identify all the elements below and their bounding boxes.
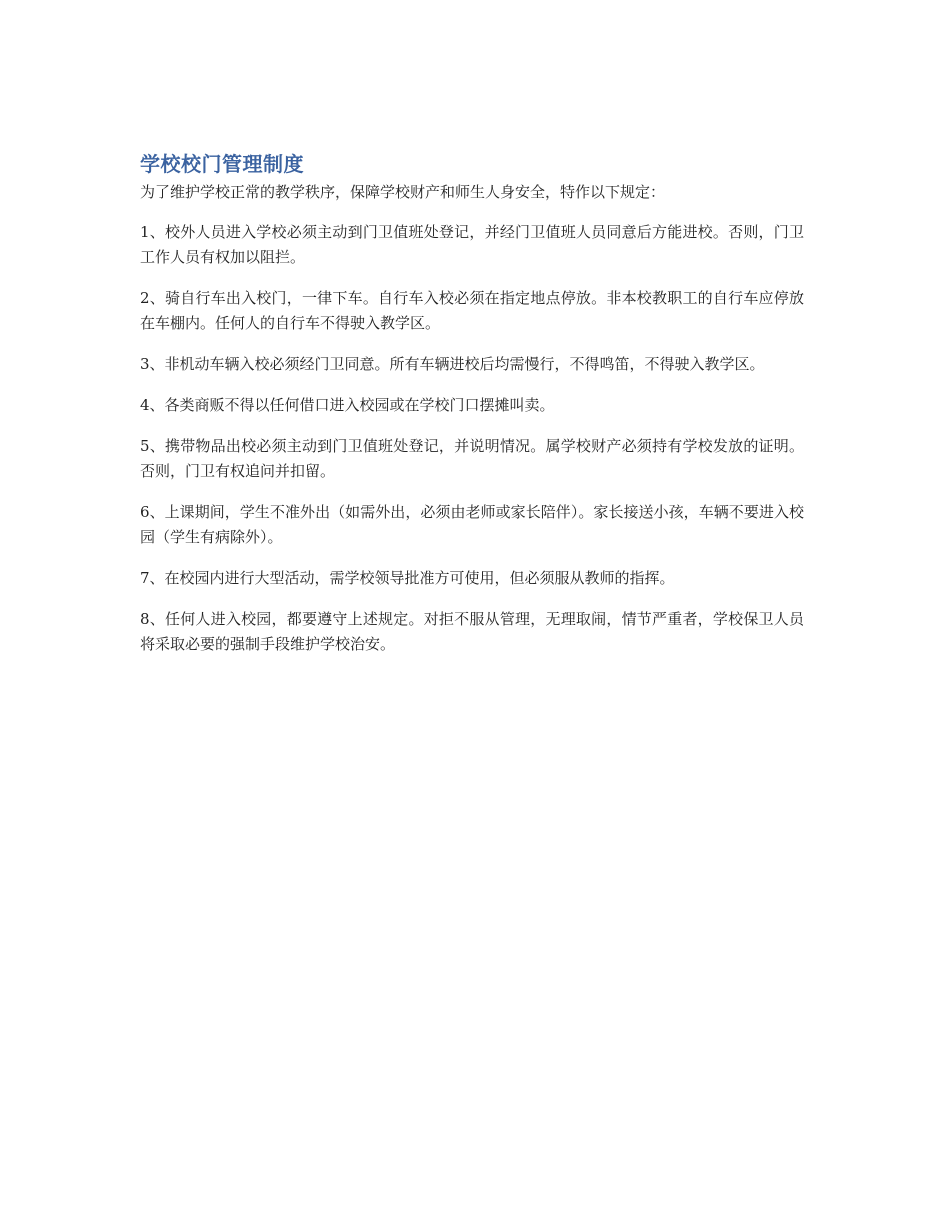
document-title: 学校校门管理制度: [140, 152, 304, 176]
rule-item-6: 6、上课期间，学生不准外出（如需外出，必须由老师或家长陪伴）。家长接送小孩，车辆不要进入校园（学生有病除外）。: [140, 503, 804, 546]
rule-item-2: 2、骑自行车出入校门，一律下车。自行车入校必须在指定地点停放。非本校教职工的自行车应停放在车棚内。任何人的自行车不得驶入教学区。: [140, 289, 804, 332]
rule-item-3: 3、非机动车辆入校必须经门卫同意。所有车辆进校后均需慢行，不得鸣笛，不得驶入教学区。: [140, 355, 765, 373]
rule-item-7: 7、在校园内进行大型活动，需学校领导批准方可使用，但必须服从教师的指挥。: [140, 569, 675, 587]
intro-paragraph: 为了维护学校正常的教学秩序，保障学校财产和师生人身安全，特作以下规定：: [140, 183, 666, 201]
document-body: [140, 150, 804, 673]
rule-item-8: 8、任何人进入校园，都要遵守上述规定。对拒不服从管理，无理取闹，情节严重者，学校保卫人员将采取必要的强制手段维护学校治安。: [140, 610, 804, 653]
rule-item-1: 1、校外人员进入学校必须主动到门卫值班处登记，并经门卫值班人员同意后方能进校。否则，门卫工作人员有权加以阻拦。: [140, 223, 804, 266]
rule-item-4: 4、各类商贩不得以任何借口进入校园或在学校门口摆摊叫卖。: [140, 396, 555, 414]
rule-item-5: 5、携带物品出校必须主动到门卫值班处登记，并说明情况。属学校财产必须持有学校发放的证明。否则，门卫有权追问并扣留。: [140, 437, 804, 480]
